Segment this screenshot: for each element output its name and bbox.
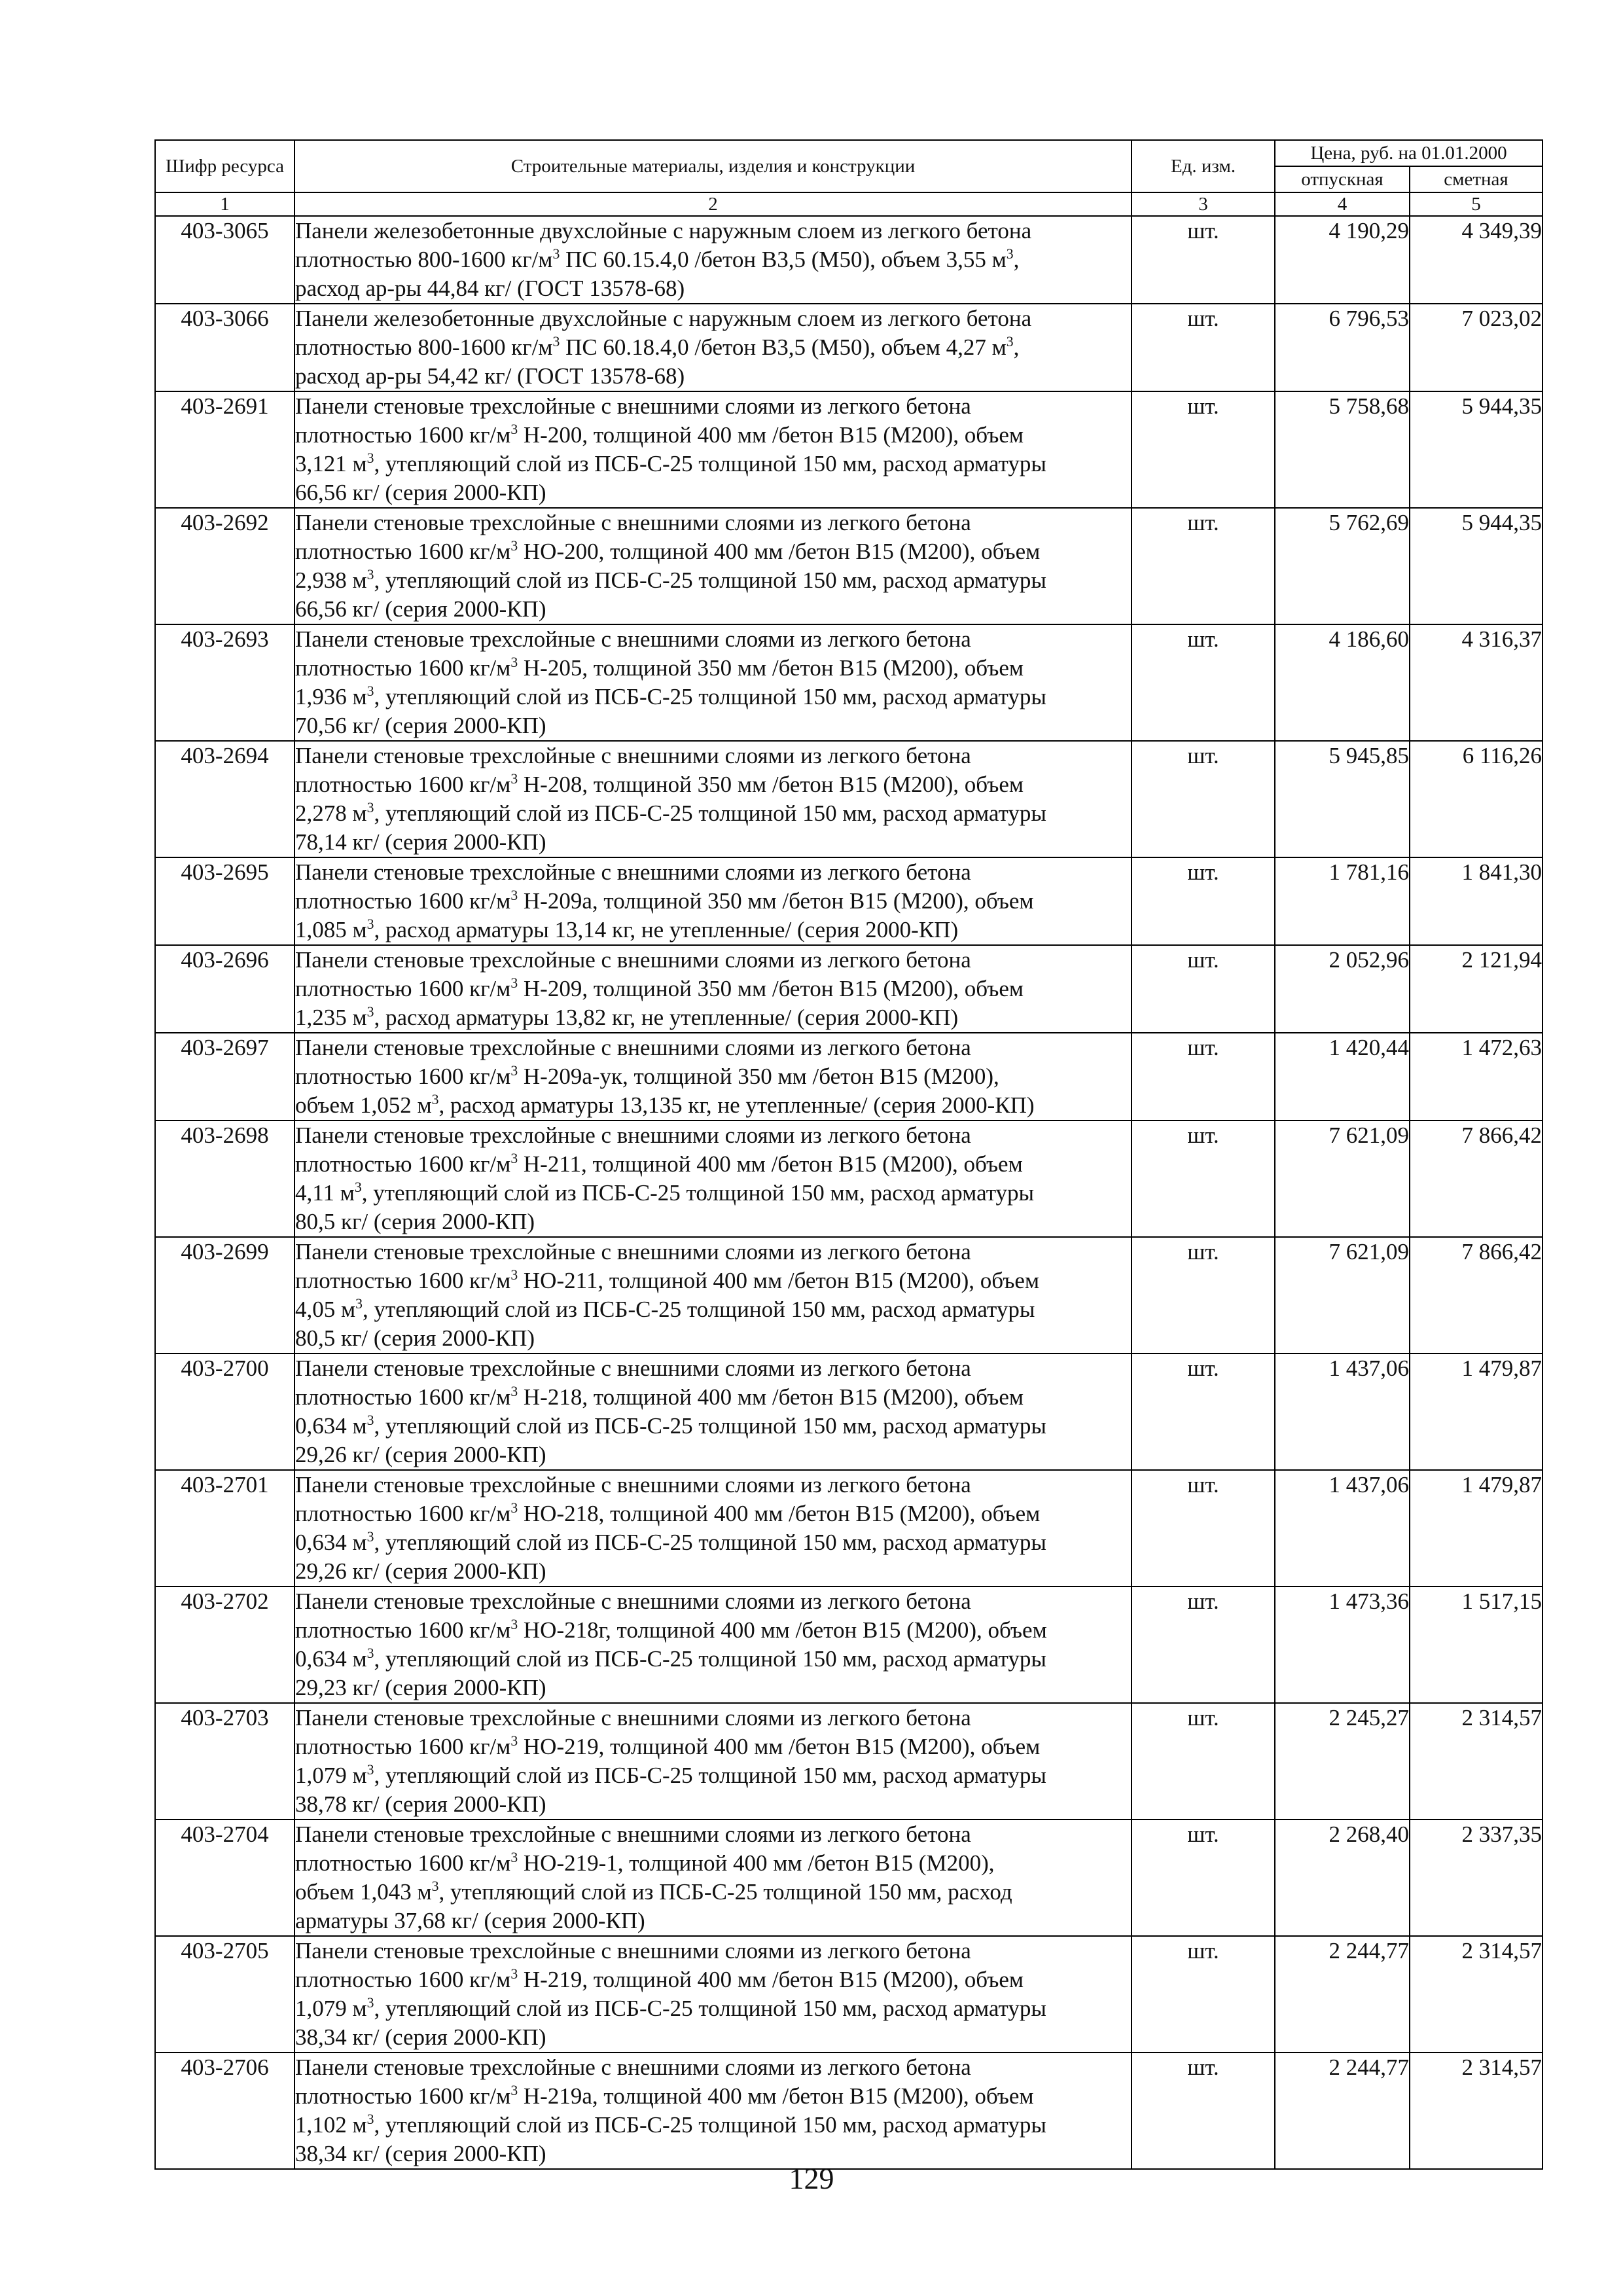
material-description (294, 624, 1132, 741)
table-row (155, 945, 1543, 1033)
description-line: Панели стеновые трехслойные с внешними слоями из легкого бетона (295, 743, 971, 768)
unit-cell: шт. (1132, 391, 1275, 508)
column-number: 1 (155, 192, 294, 216)
price-estimate-cell: 1 479,87 (1410, 1470, 1543, 1587)
resource-code: 403-2701 (155, 1470, 294, 1587)
price-estimate-cell: 4 316,37 (1410, 624, 1543, 741)
table-row (155, 508, 1543, 624)
price-release-cell: 4 186,60 (1275, 624, 1410, 741)
resource-code: 403-2698 (155, 1121, 294, 1237)
header-price-estimate: сметная (1410, 166, 1543, 192)
material-description (294, 1470, 1132, 1587)
table-row (155, 624, 1543, 741)
description-line: Панели стеновые трехслойные с внешними слоями из легкого бетона (295, 859, 971, 885)
price-release-cell: 1 437,06 (1275, 1470, 1410, 1587)
resource-code: 403-2691 (155, 391, 294, 508)
price-estimate-cell: 7 866,42 (1410, 1237, 1543, 1354)
material-description (294, 1121, 1132, 1237)
table-row (155, 1237, 1543, 1354)
resource-code: 403-2703 (155, 1703, 294, 1820)
unit-cell: шт. (1132, 1354, 1275, 1470)
price-release-cell: 4 190,29 (1275, 216, 1410, 304)
unit-cell: шт. (1132, 1121, 1275, 1237)
resource-code: 403-3065 (155, 216, 294, 304)
description-line: 4,11 $м^3$, утепляющий слой из ПСБ-С-25 толщиной 150 мм, расход арматуры (295, 1179, 1035, 1206)
description-line: 1,102 $м^3$, утепляющий слой из ПСБ-С-25 толщиной 150 мм, расход арматуры (295, 2111, 1046, 2138)
description-line: плотностью 1600 $кг/м^3$ НО-200, толщиной 400 мм /бетон В15 (М200), объем (295, 537, 1041, 564)
unit-cell: шт. (1132, 624, 1275, 741)
description-line: Панели стеновые трехслойные с внешними слоями из легкого бетона (295, 1588, 971, 1614)
column-number: 3 (1132, 192, 1275, 216)
resource-code: 403-2700 (155, 1354, 294, 1470)
price-release-cell: 1 473,36 (1275, 1587, 1410, 1703)
material-description (294, 2053, 1132, 2169)
description-line: Панели железобетонные двухслойные с наружным слоем из легкого бетона (295, 306, 1032, 331)
unit-cell: шт. (1132, 1820, 1275, 1936)
price-estimate-cell: 1 841,30 (1410, 857, 1543, 945)
header-name: Строительные материалы, изделия и конструкции (294, 140, 1132, 192)
unit-cell: шт. (1132, 741, 1275, 857)
price-release-cell: 1 437,06 (1275, 1354, 1410, 1470)
header-price-release: отпускная (1275, 166, 1410, 192)
price-estimate-cell: 6 116,26 (1410, 741, 1543, 857)
unit-cell: шт. (1132, 1033, 1275, 1121)
description-line: Панели стеновые трехслойные с внешними слоями из легкого бетона (295, 1938, 971, 1964)
table-row (155, 741, 1543, 857)
description-line: 1,085 $м^3$, расход арматуры 13,14 кг, не утепленные/ (серия 2000-КП) (295, 916, 959, 942)
description-line: Панели стеновые трехслойные с внешними слоями из легкого бетона (295, 1821, 971, 1847)
price-estimate-cell: 1 479,87 (1410, 1354, 1543, 1470)
table-body (155, 216, 1543, 2169)
description-line: Панели стеновые трехслойные с внешними слоями из легкого бетона (295, 626, 971, 652)
description-line: Панели стеновые трехслойные с внешними слоями из легкого бетона (295, 393, 971, 419)
description-line: плотностью 1600 $кг/м^3$ Н-219, толщиной 400 мм /бетон В15 (М200), объем (295, 1965, 1024, 1992)
resource-code: 403-2692 (155, 508, 294, 624)
description-line: 0,634 $м^3$, утепляющий слой из ПСБ-С-25 толщиной 150 мм, расход арматуры (295, 1412, 1046, 1439)
table-row (155, 1033, 1543, 1121)
description-line: плотностью 1600 $кг/м^3$ Н-208, толщиной 350 мм /бетон В15 (М200), объем (295, 770, 1024, 797)
price-release-cell: 1 420,44 (1275, 1033, 1410, 1121)
description-line: плотностью 1600 $кг/м^3$ Н-219а, толщиной 400 мм /бетон В15 (М200), объем (295, 2082, 1034, 2109)
table-row (155, 1470, 1543, 1587)
description-line: плотностью 800-1600 $кг/м^3$ ПС 60.15.4,0 /бетон В3,5 (М50), объем 3,55 $м^3$, (295, 245, 1020, 272)
table-row (155, 2053, 1543, 2169)
description-line: плотностью 1600 $кг/м^3$ НО-218, толщиной 400 мм /бетон В15 (М200), объем (295, 1499, 1041, 1526)
column-number: 4 (1275, 192, 1410, 216)
description-line: 1,079 $м^3$, утепляющий слой из ПСБ-С-25 толщиной 150 мм, расход арматуры (295, 1994, 1046, 2021)
price-estimate-cell: 7 023,02 (1410, 304, 1543, 391)
description-line: Панели стеновые трехслойные с внешними слоями из легкого бетона (295, 947, 971, 973)
column-number: 2 (294, 192, 1132, 216)
material-description (294, 1703, 1132, 1820)
description-line: Панели стеновые трехслойные с внешними слоями из легкого бетона (295, 2054, 971, 2080)
price-release-cell: 5 758,68 (1275, 391, 1410, 508)
table-row (155, 1936, 1543, 2053)
price-release-cell: 2 244,77 (1275, 1936, 1410, 2053)
resource-code: 403-2699 (155, 1237, 294, 1354)
price-release-cell: 7 621,09 (1275, 1237, 1410, 1354)
resource-code: 403-2695 (155, 857, 294, 945)
description-line: расход ар-ры 44,84 кг/ (ГОСТ 13578-68) (295, 276, 685, 301)
description-line: плотностью 1600 $кг/м^3$ НО-219-1, толщиной 400 мм /бетон В15 (М200), (295, 1849, 995, 1876)
price-release-cell: 5 762,69 (1275, 508, 1410, 624)
price-estimate-cell: 7 866,42 (1410, 1121, 1543, 1237)
resource-code: 403-2697 (155, 1033, 294, 1121)
resource-code: 403-2702 (155, 1587, 294, 1703)
price-estimate-cell: 2 121,94 (1410, 945, 1543, 1033)
unit-cell: шт. (1132, 1936, 1275, 2053)
description-line: 66,56 кг/ (серия 2000-КП) (295, 480, 546, 505)
material-description (294, 857, 1132, 945)
material-description (294, 508, 1132, 624)
description-line: плотностью 1600 $кг/м^3$ Н-209, толщиной 350 мм /бетон В15 (М200), объем (295, 975, 1024, 1001)
description-line: Панели стеновые трехслойные с внешними слоями из легкого бетона (295, 1035, 971, 1060)
description-line: плотностью 800-1600 $кг/м^3$ ПС 60.18.4,0 /бетон В3,5 (М50), объем 4,27 $м^3$, (295, 333, 1020, 360)
description-line: 1,235 $м^3$, расход арматуры 13,82 кг, не утепленные/ (серия 2000-КП) (295, 1003, 959, 1030)
price-estimate-cell: 1 517,15 (1410, 1587, 1543, 1703)
description-line: 80,5 кг/ (серия 2000-КП) (295, 1325, 535, 1351)
resource-code: 403-2706 (155, 2053, 294, 2169)
material-description (294, 304, 1132, 391)
header-price: Цена, руб. на 01.01.2000 (1275, 140, 1543, 166)
unit-cell: шт. (1132, 857, 1275, 945)
description-line: 2,938 $м^3$, утепляющий слой из ПСБ-С-25 толщиной 150 мм, расход арматуры (295, 566, 1046, 593)
description-line: Панели стеновые трехслойные с внешними слоями из легкого бетона (295, 1355, 971, 1381)
table-row (155, 1121, 1543, 1237)
table-row (155, 857, 1543, 945)
price-estimate-cell: 2 314,57 (1410, 2053, 1543, 2169)
description-line: 38,34 кг/ (серия 2000-КП) (295, 2024, 546, 2050)
price-release-cell: 1 781,16 (1275, 857, 1410, 945)
description-line: 1,936 $м^3$, утепляющий слой из ПСБ-С-25 толщиной 150 мм, расход арматуры (295, 683, 1046, 709)
table-row (155, 1820, 1543, 1936)
description-line: Панели стеновые трехслойные с внешними слоями из легкого бетона (295, 1472, 971, 1498)
material-description (294, 1033, 1132, 1121)
price-estimate-cell: 2 314,57 (1410, 1703, 1543, 1820)
description-line: плотностью 1600 $кг/м^3$ НО-211, толщиной 400 мм /бетон В15 (М200), объем (295, 1266, 1040, 1293)
material-description (294, 1354, 1132, 1470)
price-release-cell: 7 621,09 (1275, 1121, 1410, 1237)
description-line: 4,05 $м^3$, утепляющий слой из ПСБ-С-25 толщиной 150 мм, расход арматуры (295, 1295, 1035, 1322)
price-estimate-cell: 5 944,35 (1410, 391, 1543, 508)
description-line: Панели стеновые трехслойные с внешними слоями из легкого бетона (295, 1705, 971, 1731)
material-description (294, 945, 1132, 1033)
description-line: плотностью 1600 $кг/м^3$ Н-211, толщиной 400 мм /бетон В15 (М200), объем (295, 1150, 1023, 1177)
price-estimate-cell: 1 472,63 (1410, 1033, 1543, 1121)
description-line: 0,634 $м^3$, утепляющий слой из ПСБ-С-25 толщиной 150 мм, расход арматуры (295, 1645, 1046, 1672)
resource-code: 403-2694 (155, 741, 294, 857)
unit-cell: шт. (1132, 216, 1275, 304)
column-number-row (155, 192, 1543, 216)
price-release-cell: 2 244,77 (1275, 2053, 1410, 2169)
description-line: объем 1,043 $м^3$, утепляющий слой из ПСБ-С-25 толщиной 150 мм, расход (295, 1878, 1012, 1905)
description-line: Панели стеновые трехслойные с внешними слоями из легкого бетона (295, 1122, 971, 1148)
description-line: 0,634 $м^3$, утепляющий слой из ПСБ-С-25 толщиной 150 мм, расход арматуры (295, 1528, 1046, 1555)
resource-code: 403-2705 (155, 1936, 294, 2053)
description-line: 70,56 кг/ (серия 2000-КП) (295, 713, 546, 738)
description-line: 38,78 кг/ (серия 2000-КП) (295, 1791, 546, 1817)
description-line: плотностью 1600 $кг/м^3$ НО-219, толщиной 400 мм /бетон В15 (М200), объем (295, 1732, 1041, 1759)
header-unit: Ед. изм. (1132, 140, 1275, 192)
unit-cell: шт. (1132, 304, 1275, 391)
description-line: 66,56 кг/ (серия 2000-КП) (295, 596, 546, 622)
table-row (155, 1587, 1543, 1703)
description-line: 38,34 кг/ (серия 2000-КП) (295, 2141, 546, 2166)
description-line: Панели стеновые трехслойные с внешними слоями из легкого бетона (295, 510, 971, 535)
description-line: Панели железобетонные двухслойные с наружным слоем из легкого бетона (295, 218, 1032, 243)
material-description (294, 1820, 1132, 1936)
material-description (294, 1237, 1132, 1354)
price-estimate-cell: 2 337,35 (1410, 1820, 1543, 1936)
material-description (294, 1587, 1132, 1703)
material-description (294, 216, 1132, 304)
table-row (155, 304, 1543, 391)
unit-cell: шт. (1132, 1703, 1275, 1820)
table-header (155, 140, 1543, 216)
table-row (155, 1703, 1543, 1820)
price-estimate-cell: 4 349,39 (1410, 216, 1543, 304)
description-line: 2,278 $м^3$, утепляющий слой из ПСБ-С-25 толщиной 150 мм, расход арматуры (295, 799, 1046, 826)
unit-cell: шт. (1132, 1470, 1275, 1587)
price-release-cell: 5 945,85 (1275, 741, 1410, 857)
price-table (154, 139, 1543, 2170)
unit-cell: шт. (1132, 1587, 1275, 1703)
table-row (155, 1354, 1543, 1470)
price-release-cell: 2 245,27 (1275, 1703, 1410, 1820)
material-description (294, 1936, 1132, 2053)
unit-cell: шт. (1132, 508, 1275, 624)
description-line: арматуры 37,68 кг/ (серия 2000-КП) (295, 1908, 645, 1933)
description-line: плотностью 1600 $кг/м^3$ Н-205, толщиной 350 мм /бетон В15 (М200), объем (295, 654, 1024, 681)
unit-cell: шт. (1132, 1237, 1275, 1354)
description-line: 1,079 $м^3$, утепляющий слой из ПСБ-С-25 толщиной 150 мм, расход арматуры (295, 1761, 1046, 1788)
description-line: объем 1,052 $м^3$, расход арматуры 13,135 кг, не утепленные/ (серия 2000-КП) (295, 1091, 1035, 1118)
resource-code: 403-2704 (155, 1820, 294, 1936)
column-number: 5 (1410, 192, 1543, 216)
table-row (155, 391, 1543, 508)
description-line: 3,121 $м^3$, утепляющий слой из ПСБ-С-25 толщиной 150 мм, расход арматуры (295, 450, 1046, 476)
description-line: плотностью 1600 $кг/м^3$ НО-218г, толщиной 400 мм /бетон В15 (М200), объем (295, 1616, 1047, 1643)
unit-cell: шт. (1132, 2053, 1275, 2169)
price-release-cell: 2 052,96 (1275, 945, 1410, 1033)
material-description (294, 741, 1132, 857)
description-line: плотностью 1600 $кг/м^3$ Н-209а-ук, толщиной 350 мм /бетон В15 (М200), (295, 1062, 999, 1089)
description-line: плотностью 1600 $кг/м^3$ Н-200, толщиной 400 мм /бетон В15 (М200), объем (295, 421, 1024, 448)
price-release-cell: 6 796,53 (1275, 304, 1410, 391)
description-line: расход ар-ры 54,42 кг/ (ГОСТ 13578-68) (295, 363, 685, 389)
unit-cell: шт. (1132, 945, 1275, 1033)
header-code: Шифр ресурса (155, 140, 294, 192)
table-row (155, 216, 1543, 304)
description-line: плотностью 1600 $кг/м^3$ Н-209а, толщиной 350 мм /бетон В15 (М200), объем (295, 887, 1034, 914)
page-number: 129 (789, 2162, 834, 2195)
resource-code: 403-2696 (155, 945, 294, 1033)
description-line: 29,26 кг/ (серия 2000-КП) (295, 1558, 546, 1584)
price-estimate-cell: 5 944,35 (1410, 508, 1543, 624)
price-estimate-cell: 2 314,57 (1410, 1936, 1543, 2053)
resource-code: 403-2693 (155, 624, 294, 741)
description-line: 78,14 кг/ (серия 2000-КП) (295, 829, 546, 855)
description-line: 80,5 кг/ (серия 2000-КП) (295, 1209, 535, 1234)
description-line: плотностью 1600 $кг/м^3$ Н-218, толщиной 400 мм /бетон В15 (М200), объем (295, 1383, 1024, 1410)
description-line: 29,26 кг/ (серия 2000-КП) (295, 1442, 546, 1467)
description-line: 29,23 кг/ (серия 2000-КП) (295, 1675, 546, 1700)
resource-code: 403-3066 (155, 304, 294, 391)
description-line: Панели стеновые трехслойные с внешними слоями из легкого бетона (295, 1239, 971, 1265)
price-release-cell: 2 268,40 (1275, 1820, 1410, 1936)
material-description (294, 391, 1132, 508)
